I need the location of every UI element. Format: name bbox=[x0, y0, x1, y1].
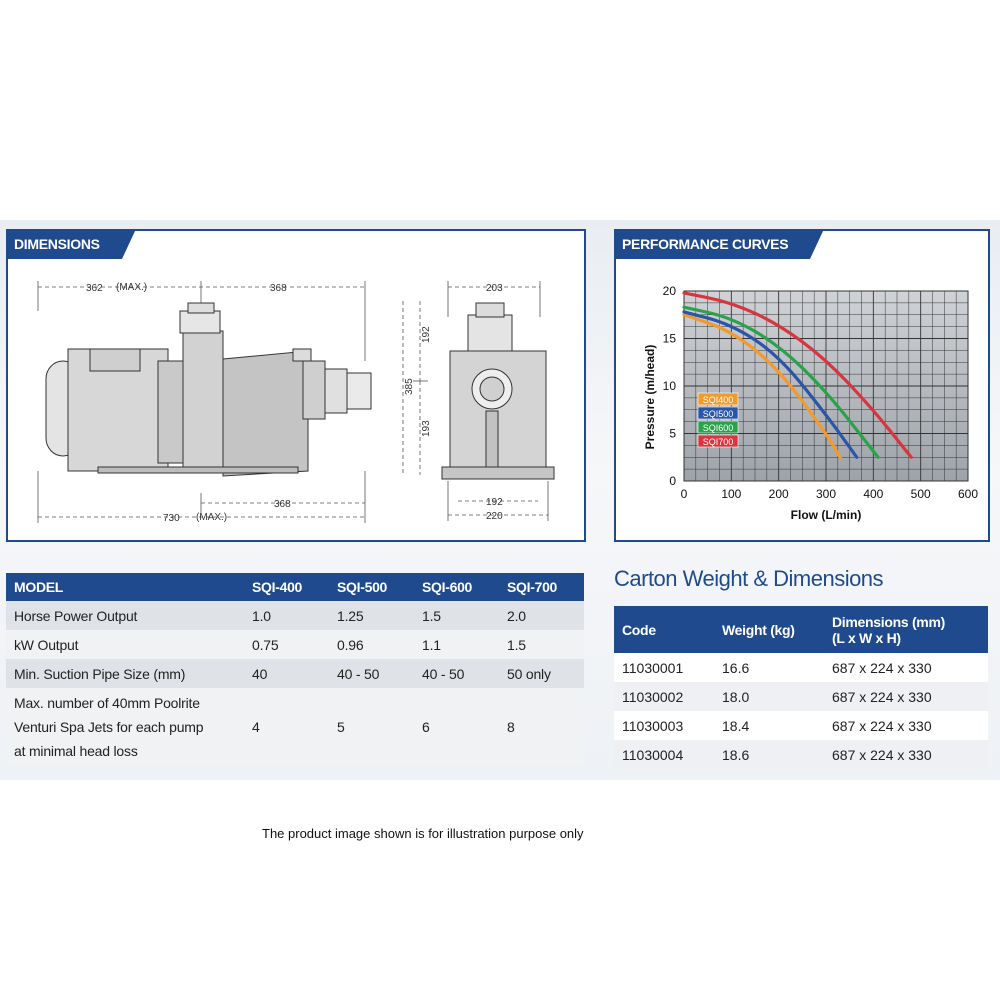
legend-label-sqi600: SQI600 bbox=[702, 423, 734, 433]
y-tick-label: 10 bbox=[662, 379, 676, 393]
spec-table bbox=[6, 573, 584, 766]
spec-row-kw bbox=[6, 630, 584, 659]
carton-cell: 687 x 224 x 330 bbox=[824, 682, 988, 711]
carton-cell: 11030003 bbox=[614, 711, 714, 740]
carton-cell: 11030002 bbox=[614, 682, 714, 711]
jets-label-line: Venturi Spa Jets for each pump bbox=[14, 719, 204, 735]
dimension-drawings bbox=[8, 231, 584, 540]
pump-side-view bbox=[46, 303, 371, 476]
x-tick-label: 600 bbox=[957, 487, 979, 501]
spec-cell: 40 - 50 bbox=[329, 659, 414, 688]
carton-header-dims-line2: (L x W x H) bbox=[832, 629, 901, 646]
performance-chart bbox=[616, 231, 988, 540]
spec-cell: 1.5 bbox=[414, 601, 499, 630]
dim-730: 730 bbox=[163, 513, 180, 524]
carton-header-code: Code bbox=[614, 606, 714, 653]
illustration-footnote: The product image shown is for illustration purpose only bbox=[262, 826, 584, 841]
dim-max-label: (MAX.) bbox=[116, 282, 148, 293]
x-tick-label: 100 bbox=[721, 487, 742, 501]
carton-row bbox=[614, 740, 988, 769]
carton-cell: 687 x 224 x 330 bbox=[824, 740, 988, 769]
y-tick-label: 15 bbox=[662, 331, 676, 346]
carton-cell: 11030004 bbox=[614, 740, 714, 769]
y-tick-label: 0 bbox=[669, 474, 676, 488]
carton-cell: 18.6 bbox=[714, 740, 824, 769]
legend-label-sqi700: SQI700 bbox=[702, 437, 734, 447]
carton-row bbox=[614, 653, 988, 682]
jets-label-line: at minimal head loss bbox=[14, 743, 138, 759]
y-tick-label: 5 bbox=[669, 426, 676, 441]
spec-cell: 40 - 50 bbox=[414, 659, 499, 688]
carton-cell: 16.6 bbox=[714, 653, 824, 682]
legend-label-sqi500: SQI500 bbox=[702, 409, 734, 419]
spec-cell: 0.75 bbox=[244, 630, 329, 659]
spec-row-jets bbox=[6, 688, 584, 766]
dim-368-bottom: 368 bbox=[274, 499, 291, 510]
spec-header-row bbox=[6, 573, 584, 601]
carton-cell: 18.4 bbox=[714, 711, 824, 740]
spec-cell: 4 bbox=[244, 688, 329, 766]
spec-cell: 1.5 bbox=[499, 630, 584, 659]
carton-cell: 11030001 bbox=[614, 653, 714, 682]
spec-header-model: MODEL bbox=[6, 573, 244, 601]
carton-cell: 687 x 224 x 330 bbox=[824, 653, 988, 682]
spec-cell: 6 bbox=[414, 688, 499, 766]
dim-192-base: 192 bbox=[486, 497, 503, 508]
spec-header-sqi600: SQI-600 bbox=[414, 573, 499, 601]
dim-220: 220 bbox=[486, 511, 503, 522]
carton-header-dims bbox=[824, 606, 988, 653]
spec-cell: 8 bbox=[499, 688, 584, 766]
pump-front-view bbox=[442, 303, 554, 479]
y-tick-label: 20 bbox=[662, 284, 676, 298]
spec-cell: 0.96 bbox=[329, 630, 414, 659]
spec-cell: 5 bbox=[329, 688, 414, 766]
x-tick-label: 200 bbox=[768, 487, 789, 501]
jets-label-line: Max. number of 40mm Poolrite bbox=[14, 695, 200, 711]
spec-cell: 2.0 bbox=[499, 601, 584, 630]
spec-header-sqi500: SQI-500 bbox=[329, 573, 414, 601]
spec-cell: 1.25 bbox=[329, 601, 414, 630]
spec-cell: 1.1 bbox=[414, 630, 499, 659]
spec-cell: kW Output bbox=[6, 630, 244, 659]
dim-193: 193 bbox=[421, 420, 432, 437]
x-tick-label: 300 bbox=[815, 487, 837, 501]
dim-203: 203 bbox=[486, 283, 503, 294]
spec-cell: 40 bbox=[244, 659, 329, 688]
spec-cell: 1.0 bbox=[244, 601, 329, 630]
carton-cell: 18.0 bbox=[714, 682, 824, 711]
carton-table bbox=[614, 606, 988, 769]
dim-max-label-2: (MAX.) bbox=[196, 512, 228, 523]
spec-header-sqi400: SQI-400 bbox=[244, 573, 329, 601]
spec-cell: Min. Suction Pipe Size (mm) bbox=[6, 659, 244, 688]
dim-362: 362 bbox=[86, 283, 103, 294]
spec-row-hp bbox=[6, 601, 584, 630]
spec-header-sqi700: SQI-700 bbox=[499, 573, 584, 601]
carton-header-row bbox=[614, 606, 988, 653]
dim-192-vertical: 192 bbox=[421, 326, 432, 343]
carton-row bbox=[614, 711, 988, 740]
chart-y-label: Pressure (m/head) bbox=[643, 344, 657, 450]
dimensions-title: DIMENSIONS bbox=[6, 229, 122, 259]
dim-368-top: 368 bbox=[270, 283, 287, 294]
x-tick-label: 500 bbox=[910, 487, 931, 501]
carton-header-dims-line1: Dimensions (mm) bbox=[832, 613, 945, 630]
carton-row bbox=[614, 682, 988, 711]
dim-385: 385 bbox=[404, 378, 415, 395]
carton-cell: 687 x 224 x 330 bbox=[824, 711, 988, 740]
chart-x-label: Flow (L/min) bbox=[790, 508, 862, 522]
dimensions-panel bbox=[6, 229, 586, 542]
spec-cell: Horse Power Output bbox=[6, 601, 244, 630]
legend-label-sqi400: SQI400 bbox=[702, 395, 734, 405]
x-tick-label: 400 bbox=[863, 487, 884, 501]
carton-header-weight: Weight (kg) bbox=[714, 606, 824, 653]
performance-panel bbox=[614, 229, 990, 542]
x-tick-label: 0 bbox=[680, 487, 688, 501]
performance-title: PERFORMANCE CURVES bbox=[614, 229, 810, 259]
spec-row-suction bbox=[6, 659, 584, 688]
carton-title: Carton Weight & Dimensions bbox=[614, 566, 884, 591]
spec-cell-jets-label bbox=[6, 688, 244, 766]
spec-cell: 50 only bbox=[499, 659, 584, 688]
